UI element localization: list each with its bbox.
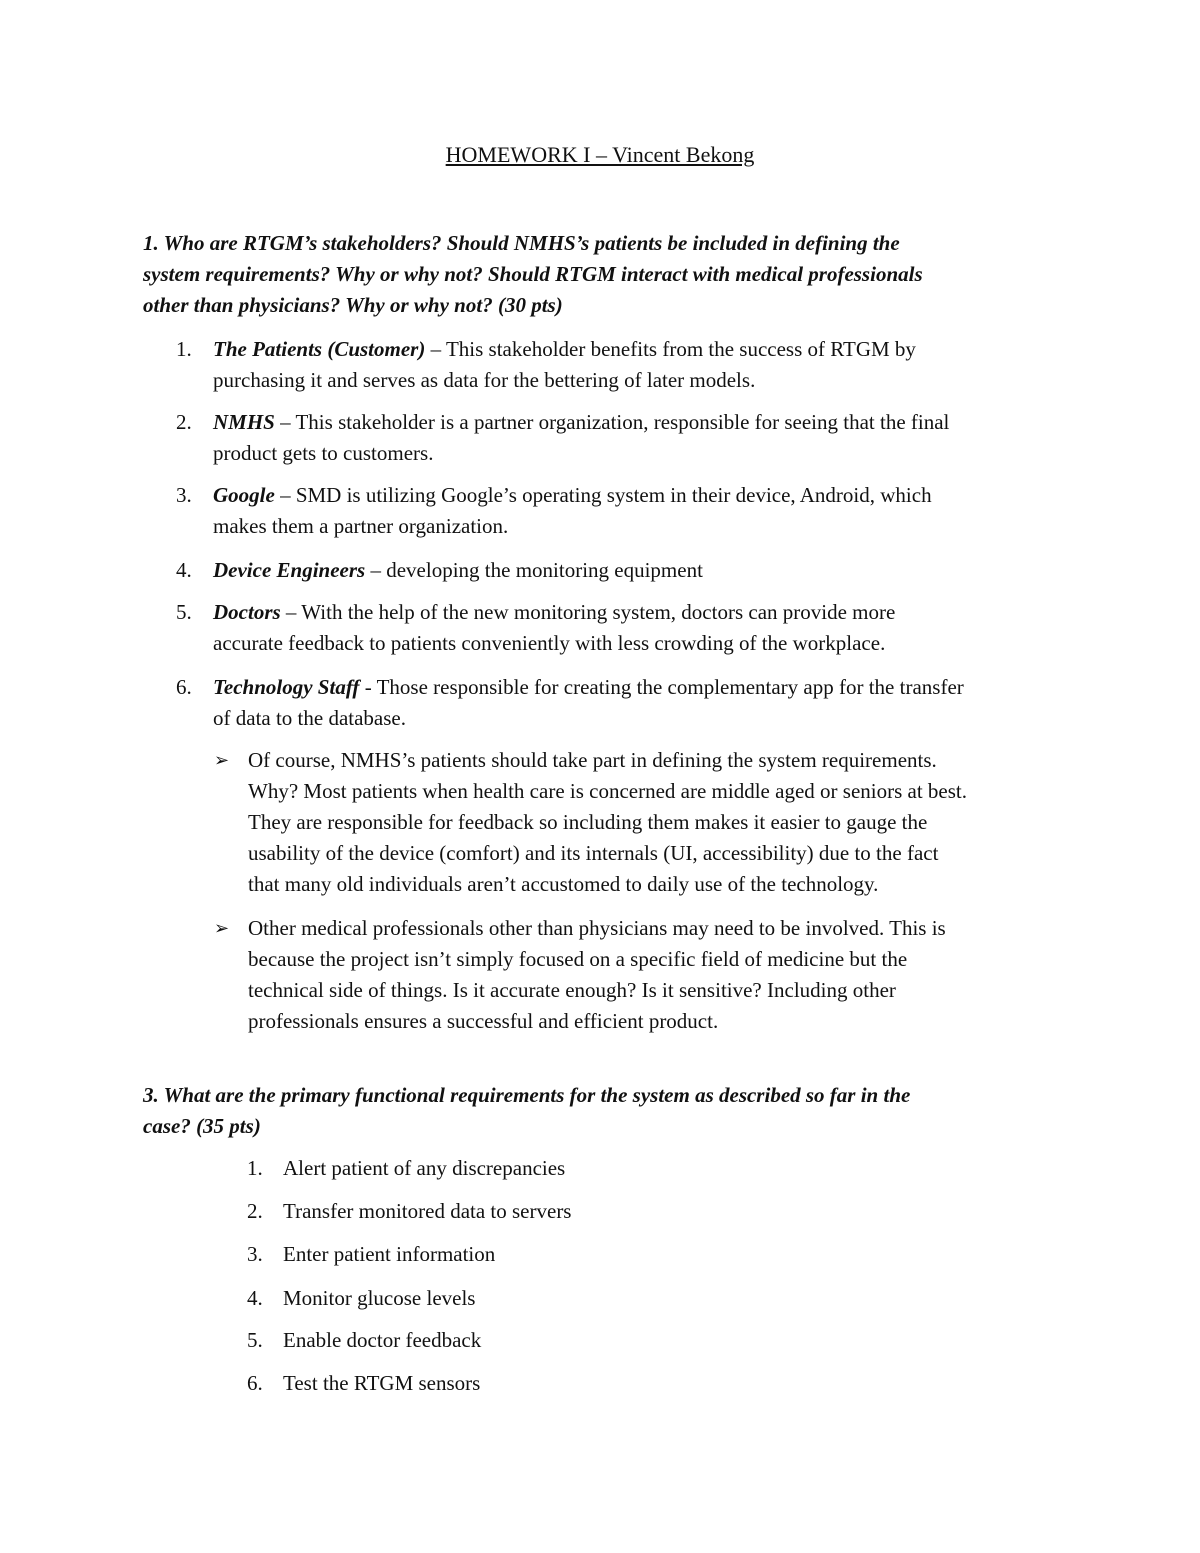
list-separator: – xyxy=(425,337,446,361)
list-item xyxy=(247,1283,983,1314)
list-separator: - xyxy=(359,675,377,699)
list-text: With the help of the new monitoring system, doctors can provide more xyxy=(301,600,896,624)
list-text: makes them a partner organization. xyxy=(213,514,509,538)
list-term: Technology Staff xyxy=(213,675,360,699)
list-separator: – xyxy=(274,483,296,507)
list-number: 2. xyxy=(176,410,192,434)
page-title: HOMEWORK I – Vincent Bekong xyxy=(445,142,755,167)
bullet-line: Of course, NMHS’s patients should take part in defining the system requirements. xyxy=(248,748,937,772)
list-text: accurate feedback to patients conveniently with less crowding of the workplace. xyxy=(213,631,886,655)
list-item xyxy=(176,597,1073,659)
list-text: developing the monitoring equipment xyxy=(386,558,703,582)
question-3-line: case? (35 pts) xyxy=(143,1114,261,1138)
arrow-bullet-icon: ➢ xyxy=(214,918,230,938)
list-text: This stakeholder is a partner organization, responsible for seeing that the final xyxy=(295,410,950,434)
list-item xyxy=(247,1239,983,1270)
question-1-line: other than physicians? Why or why not? (30 pts) xyxy=(143,293,563,317)
list-text: purchasing it and serves as data for the bettering of later models. xyxy=(213,368,756,392)
question-1-line: 1. Who are RTGM’s stakeholders? Should NMHS’s patients be included in defining the xyxy=(143,231,900,255)
bullet-line: They are responsible for feedback so including them makes it easier to gauge the xyxy=(248,810,928,834)
list-separator: – xyxy=(274,410,296,434)
list-separator: – xyxy=(280,600,302,624)
bullet-line: usability of the device (comfort) and its internals (UI, accessibility) due to the fact xyxy=(248,841,939,865)
list-text: Alert patient of any discrepancies xyxy=(283,1156,566,1180)
list-number: 4. xyxy=(247,1286,263,1310)
question-1 xyxy=(143,228,1063,321)
list-number: 3. xyxy=(176,483,192,507)
list-item xyxy=(176,672,1073,734)
list-term: The Patients (Customer) xyxy=(213,337,426,361)
list-number: 5. xyxy=(176,600,192,624)
list-number: 5. xyxy=(247,1328,263,1352)
list-number: 6. xyxy=(176,675,192,699)
bullet-line: professionals ensures a successful and efficient product. xyxy=(248,1009,719,1033)
list-item xyxy=(247,1368,983,1399)
list-text: of data to the database. xyxy=(213,706,406,730)
arrow-bullet-icon: ➢ xyxy=(214,750,230,770)
list-item xyxy=(247,1196,983,1227)
list-text: Transfer monitored data to servers xyxy=(283,1199,572,1223)
bullet-line: technical side of things. Is it accurate enough? Is it sensitive? Including other xyxy=(248,978,896,1002)
list-term: Device Engineers xyxy=(213,558,366,582)
list-number: 4. xyxy=(176,558,192,582)
bullet-line: Other medical professionals other than physicians may need to be involved. This is xyxy=(248,916,946,940)
list-item xyxy=(247,1325,983,1356)
list-term: Google xyxy=(213,483,275,507)
list-number: 3. xyxy=(247,1242,263,1266)
list-term: NMHS xyxy=(213,410,275,434)
list-text: Enable doctor feedback xyxy=(283,1328,482,1352)
bullet-item xyxy=(214,745,1068,900)
list-text: Those responsible for creating the complementary app for the transfer xyxy=(376,675,964,699)
bullet-line: because the project isn’t simply focused on a specific field of medicine but the xyxy=(248,947,908,971)
list-text: SMD is utilizing Google’s operating system in their device, Android, which xyxy=(295,483,932,507)
list-text: Enter patient information xyxy=(283,1242,496,1266)
list-item xyxy=(247,1153,983,1184)
bullet-line: Why? Most patients when health care is concerned are middle aged or seniors at best. xyxy=(248,779,967,803)
list-item xyxy=(176,555,1073,586)
bullet-item xyxy=(214,913,1068,1037)
question-1-line: system requirements? Why or why not? Should RTGM interact with medical professionals xyxy=(143,262,923,286)
list-text: Test the RTGM sensors xyxy=(283,1371,481,1395)
list-number: 1. xyxy=(247,1156,263,1180)
list-text: This stakeholder benefits from the success of RTGM by xyxy=(445,337,916,361)
list-item xyxy=(176,480,1073,542)
list-number: 6. xyxy=(247,1371,263,1395)
question-3-line: 3. What are the primary functional requirements for the system as described so far in the xyxy=(143,1083,911,1107)
list-text: Monitor glucose levels xyxy=(283,1286,476,1310)
list-number: 2. xyxy=(247,1199,263,1223)
question-3 xyxy=(143,1080,1063,1142)
list-text: product gets to customers. xyxy=(213,441,434,465)
list-term: Doctors xyxy=(213,600,281,624)
bullet-line: that many old individuals aren’t accustomed to daily use of the technology. xyxy=(248,872,879,896)
list-item xyxy=(176,407,1073,469)
list-item xyxy=(176,334,1073,396)
list-number: 1. xyxy=(176,337,192,361)
list-separator: – xyxy=(365,558,387,582)
